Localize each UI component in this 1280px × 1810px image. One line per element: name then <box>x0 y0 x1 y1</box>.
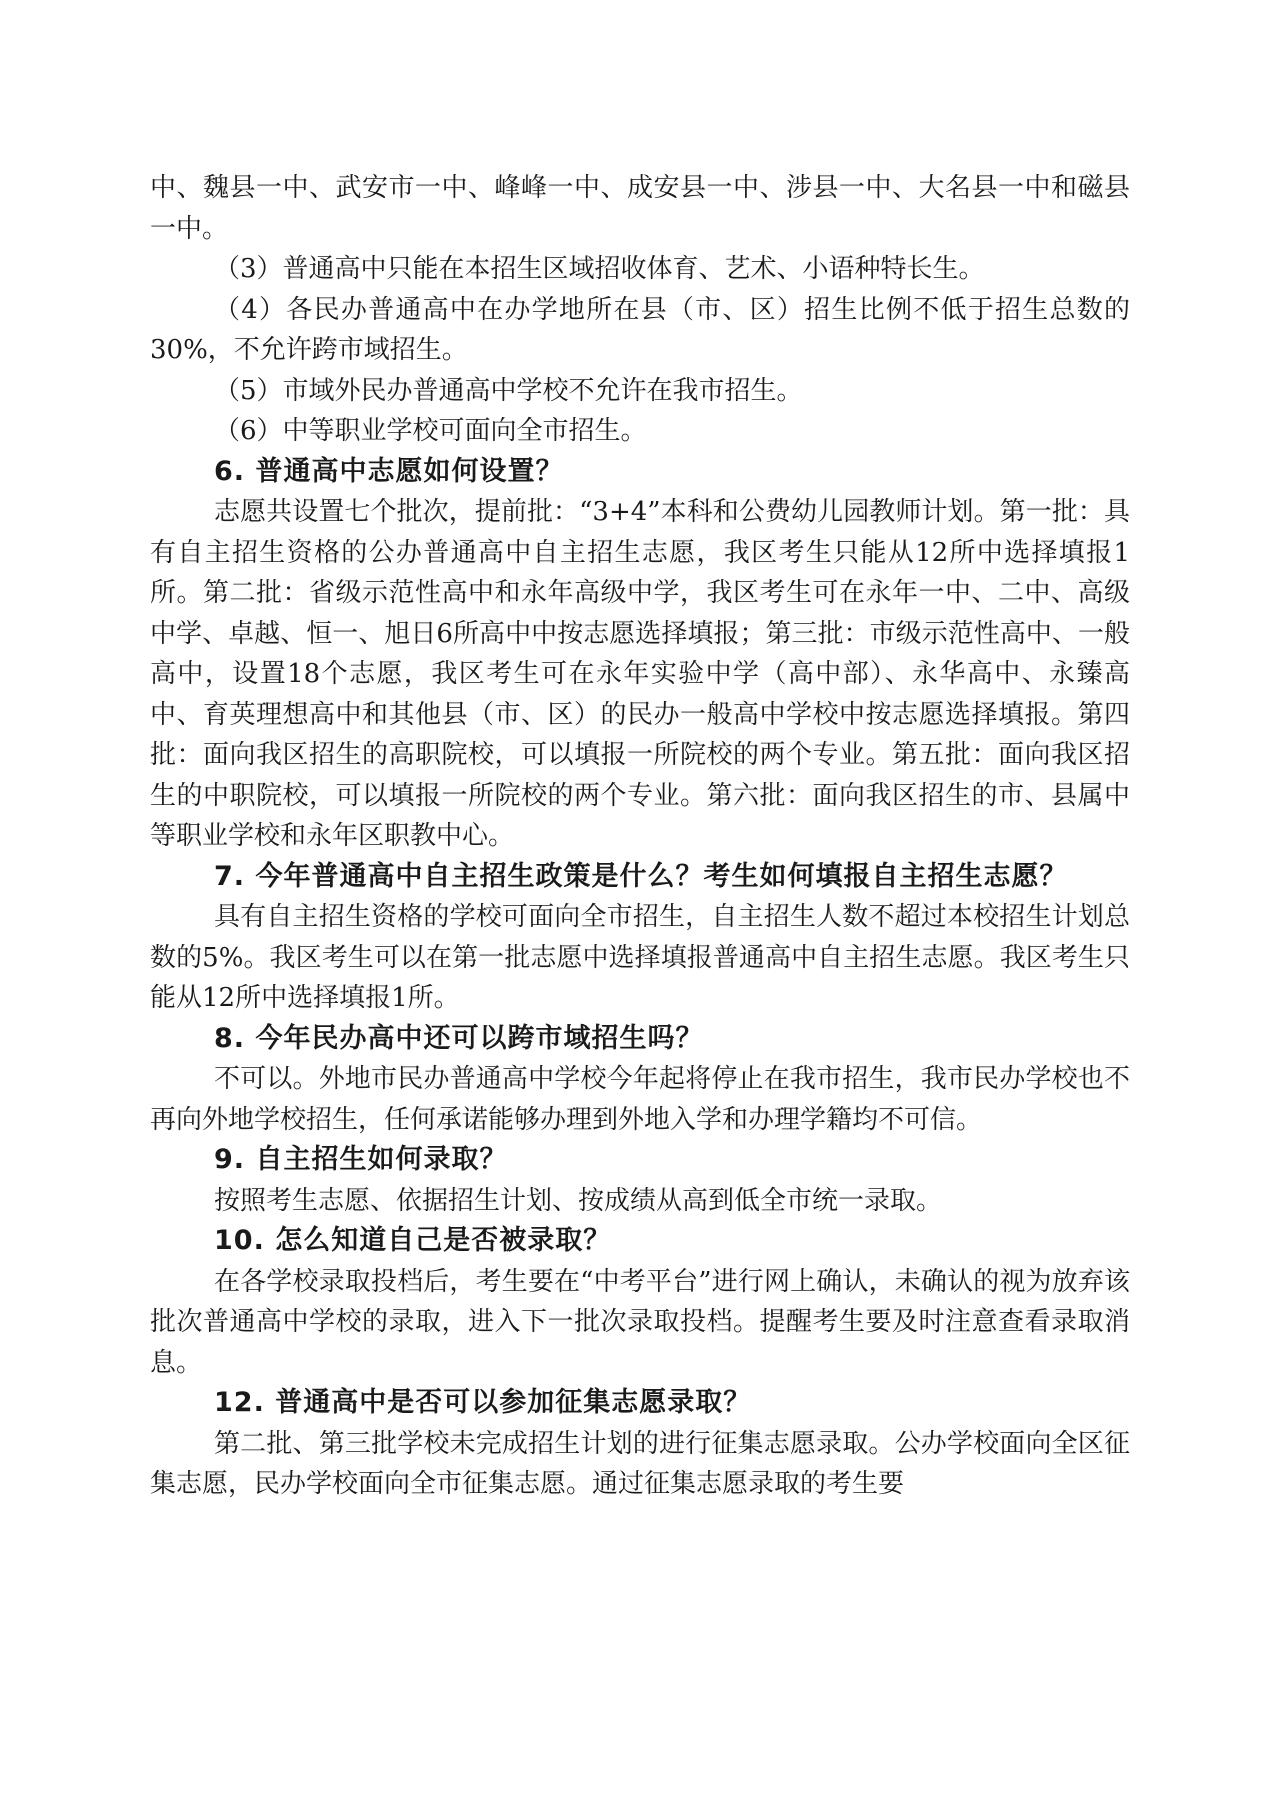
section-body-12: 第二批、第三批学校未完成招生计划的进行征集志愿录取。公办学校面向全区征集志愿，民办学校面向全市征集志愿。通过征集志愿录取的考生要 <box>150 1428 1130 1499</box>
section-heading-6: 6. 普通高中志愿如何设置？ <box>214 455 564 487</box>
continuation-paragraph: 中、魏县一中、武安市一中、峰峰一中、成安县一中、涉县一中、大名县一中和磁县一中。 <box>150 173 1130 244</box>
list-item: （4）各民办普通高中在办学地所在县（市、区）招生比例不低于招生总数的30%，不允许跨市域招生。 <box>150 294 1130 365</box>
section-body-7: 具有自主招生资格的学校可面向全市招生，自主招生人数不超过本校招生计划总数的5%。我区考生可以在第一批志愿中选择填报普通高中自主招生志愿。我区考生只能从12所中选择填报1所。 <box>150 902 1130 1013</box>
list-item: （6）中等职业学校可面向全市招生。 <box>214 416 647 446</box>
section-heading-8: 8. 今年民办高中还可以跨市域招生吗？ <box>214 1022 704 1054</box>
section-heading-7: 7. 今年普通高中自主招生政策是什么？考生如何填报自主招生志愿？ <box>214 860 1068 892</box>
section-body-8: 不可以。外地市民办普通高中学校今年起将停止在我市招生，我市民办学校也不再向外地学校招生，任何承诺能够办理到外地入学和办理学籍均不可信。 <box>150 1064 1130 1135</box>
list-item: （3）普通高中只能在本招生区域招收体育、艺术、小语种特长生。 <box>214 254 985 284</box>
section-body-10: 在各学校录取投档后，考生要在“中考平台”进行网上确认，未确认的视为放弃该批次普通高中学校的录取，进入下一批次录取投档。提醒考生要及时注意查看录取消息。 <box>150 1266 1130 1378</box>
list-item: （5）市域外民办普通高中学校不允许在我市招生。 <box>214 375 803 406</box>
section-body-6: 志愿共设置七个批次，提前批：“3+4”本科和公费幼儿园教师计划。第一批：具有自主招生资格的公办普通高中自主招生志愿，我区考生只能从12所中选择填报1所。第二批：省级示范性高中和永年高级中学，我区考生可在永年一中、二中、高级中学、卓越、恒一、旭日6所高中中按志愿选择填报；第三批：市级示范性高中、一般高中，设置18个志愿，我区考生可在永年实验中学（高中部）、永华高中、永臻高中、育英理想高中和其他县（市、区）的民办一般高中学校中按志愿选择填报。第四批：面向我区招生的高职院校，可以填报一所院校的两个专业。第五批：面向我区招生的中职院校，可以填报一所院校的两个专业。第六批：面向我区招生的市、县属中等职业学校和永年区职教中心。 <box>150 497 1130 851</box>
document-page <box>150 168 1130 1505</box>
section-body-9: 按照考生志愿、依据招生计划、按成绩从高到低全市统一录取。 <box>214 1185 943 1216</box>
section-heading-10: 10. 怎么知道自己是否被录取？ <box>214 1225 612 1256</box>
section-heading-12: 12. 普通高中是否可以参加征集志愿录取？ <box>214 1387 752 1418</box>
section-heading-9: 9. 自主招生如何录取？ <box>214 1144 508 1175</box>
